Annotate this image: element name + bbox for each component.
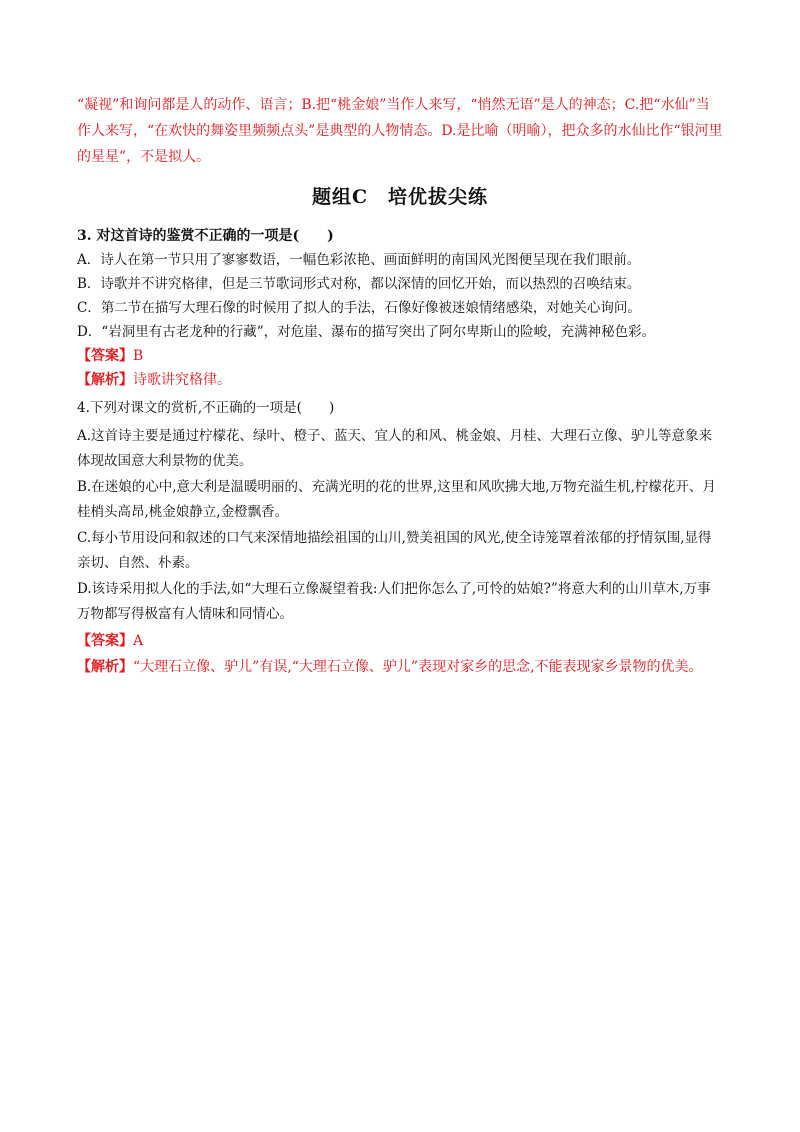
analysis-value: “大理石立像、驴儿”有误,“大理石立像、驴儿”表现对家乡的思念,不能表现家乡景物的优美。 [133, 659, 703, 675]
answer-value: A [133, 633, 144, 649]
question-3-analysis [77, 368, 723, 392]
question-3-option-a: A．诗人在第一节只用了寥寥数语，一幅色彩浓艳、画面鲜明的南国风光图便呈现在我们眼前。 [77, 252, 641, 268]
previous-analysis-text: “凝视”和询问都是人的动作、语言；B.把“桃金娘”当作人来写，“悄然无语”是人的神态；C.把“水仙”当作人来写，“在欢快的舞姿里频频点头”是典型的人物情态。D.是比喻（明喻），把众多的水仙比作“银河里的星星”，不是拟人。 [77, 97, 723, 165]
question-4 [77, 396, 723, 680]
question-4-option-a: A.这首诗主要是通过柠檬花、绿叶、橙子、蓝天、宜人的和风、桃金娘、月桂、大理石立像、驴儿等意象来体现故国意大利景物的优美。 [77, 428, 713, 469]
answer-label: 【答案】 [77, 633, 133, 649]
question-4-option-c: C.每小节用设问和叙述的口气来深情地描绘祖国的山川,赞美祖国的风光,使全诗笼罩着浓郁的抒情氛围,显得亲切、自然、朴素。 [77, 530, 712, 571]
question-4-option-d: D.该诗采用拟人化的手法,如“大理石立像凝望着我:人们把你怎么了,可怜的姑娘?”将意大利的山川草木,万事万物都写得极富有人情味和同情心。 [77, 581, 711, 622]
answer-value: B [133, 348, 144, 364]
question-3 [77, 224, 723, 392]
question-4-answer [77, 628, 723, 654]
analysis-label: 【解析】 [77, 659, 133, 675]
question-3-option-b: B．诗歌并不讲究格律，但是三节歌词形式对称，都以深情的回忆开始，而以热烈的召唤结束。 [77, 276, 641, 292]
question-4-option-b: B.在迷娘的心中,意大利是温暖明丽的、充满光明的花的世界,这里和风吹拂大地,万物充溢生机,柠檬花开、月桂梢头高昂,桃金娘静立,金橙飘香。 [77, 479, 716, 520]
document-page [77, 92, 723, 680]
question-3-option-d: D．“岩洞里有古老龙种的行藏”，对危崖、瀑布的描写突出了阿尔卑斯山的险峻，充满神秘色彩。 [77, 324, 656, 340]
question-3-answer [77, 344, 723, 368]
analysis-value: 诗歌讲究格律。 [133, 372, 231, 388]
answer-label: 【答案】 [77, 348, 133, 364]
question-4-stem: 4.下列对课文的赏析,不正确的一项是( ) [77, 400, 335, 416]
question-4-analysis [77, 654, 723, 680]
section-title: 题组C 培优拔尖练 [311, 186, 489, 208]
question-3-stem: 3. 对这首诗的鉴赏不正确的一项是( ) [77, 228, 334, 244]
question-3-option-c: C．第二节在描写大理石像的时候用了拟人的手法，石像好像被迷娘情绪感染，对她关心询问。 [77, 300, 641, 316]
analysis-label: 【解析】 [77, 372, 133, 388]
